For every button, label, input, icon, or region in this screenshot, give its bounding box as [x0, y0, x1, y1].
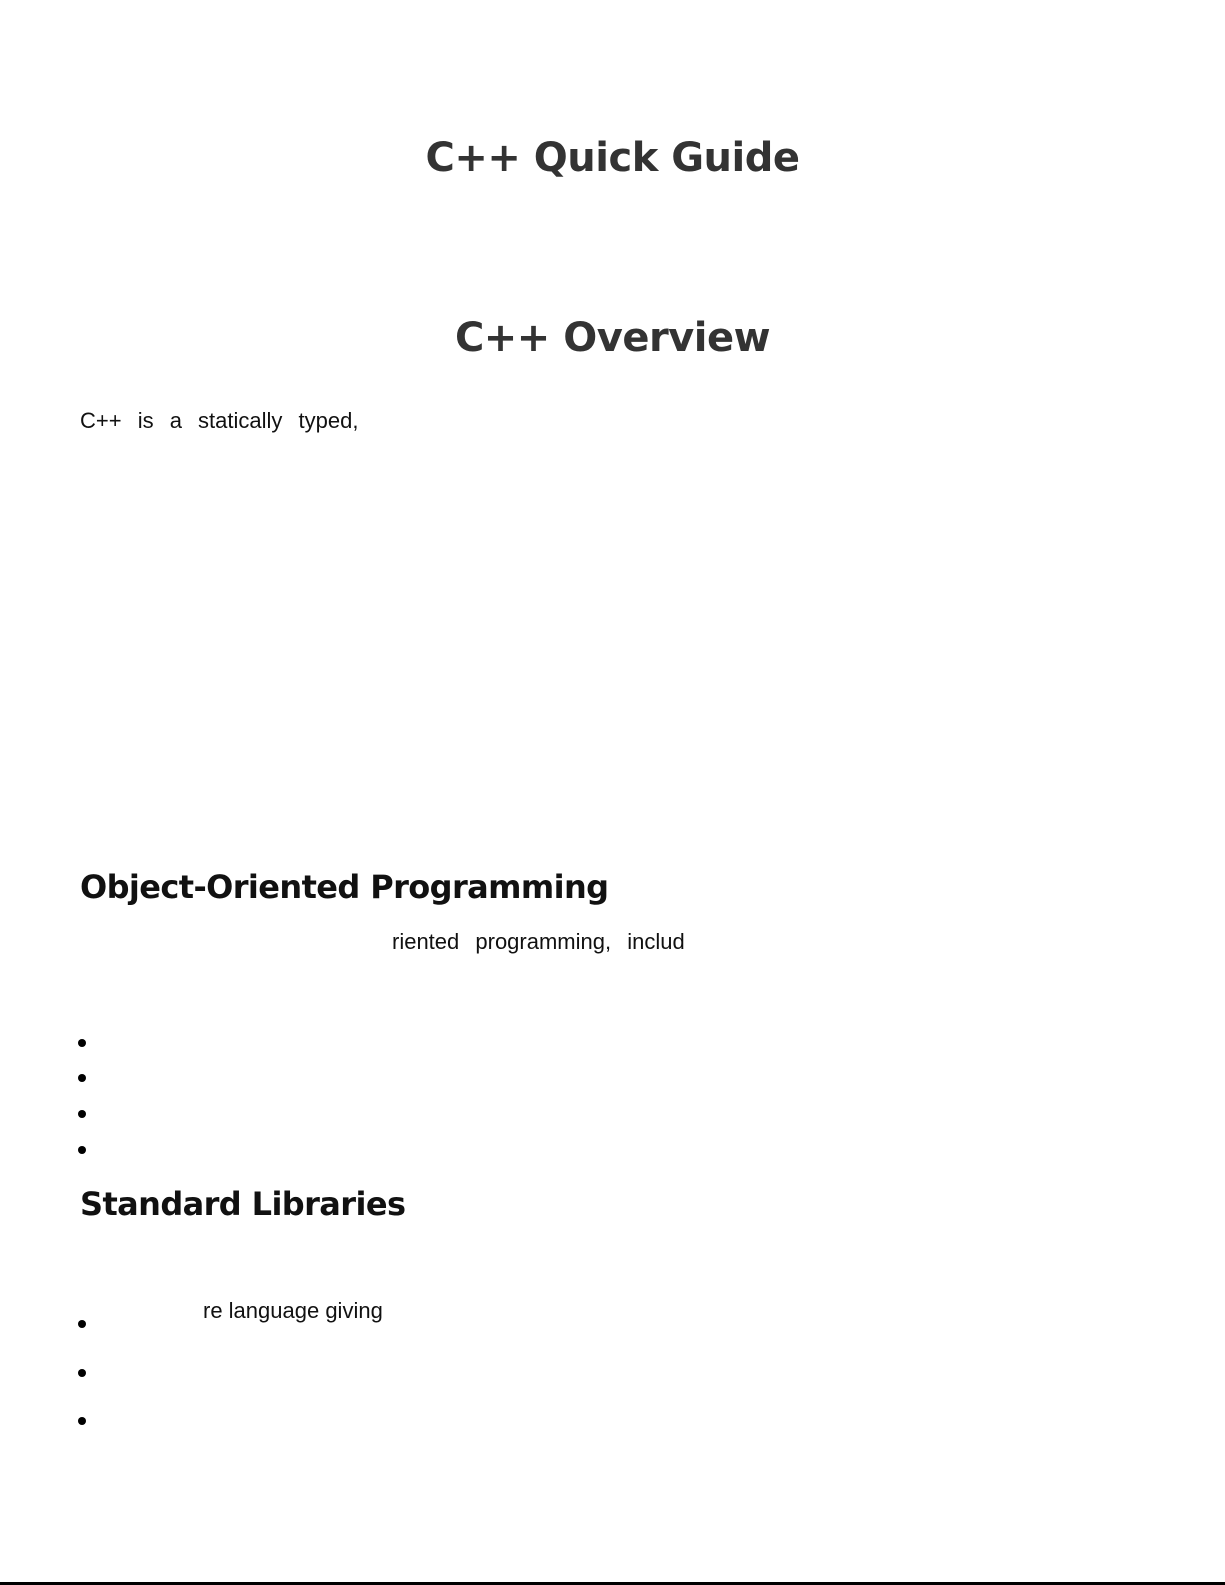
overview-heading: C++ Overview: [454, 315, 771, 361]
oop-heading: Object-Oriented Programming: [80, 868, 609, 906]
bullet-icon: [78, 1039, 86, 1047]
overview-paragraph: C++ is a statically typed,: [80, 408, 359, 433]
list-item-text: re language giving: [203, 1298, 383, 1323]
bullet-icon: [78, 1417, 86, 1425]
oop-paragraph: riented programming, includ: [392, 929, 685, 954]
bullet-icon: [78, 1074, 86, 1082]
page-title: C++ Quick Guide: [425, 135, 800, 181]
libraries-heading: Standard Libraries: [80, 1185, 406, 1223]
bullet-icon: [78, 1146, 86, 1154]
bullet-icon: [78, 1320, 86, 1328]
bullet-icon: [78, 1110, 86, 1118]
bullet-icon: [78, 1369, 86, 1377]
